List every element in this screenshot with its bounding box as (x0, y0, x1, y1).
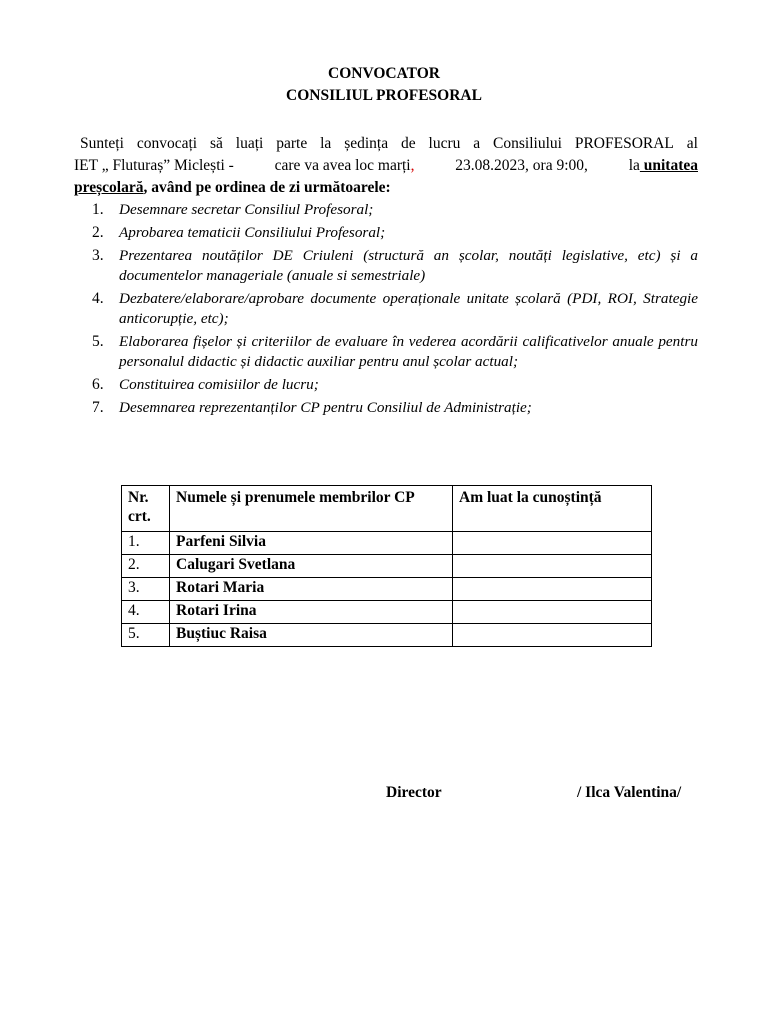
ack-cell[interactable] (453, 601, 652, 624)
row-number: 3. (122, 578, 170, 601)
agenda-item-text: Constituirea comisiilor de lucru; (119, 376, 319, 393)
red-comma: , (410, 157, 415, 174)
signature-role: Director (386, 784, 442, 801)
agenda-item (0, 398, 698, 418)
intro-word: lucru (428, 135, 461, 152)
member-name: Rotari Irina (170, 601, 453, 624)
agenda-item (0, 289, 698, 329)
row-number: 4. (122, 601, 170, 624)
intro-word: luați (235, 135, 264, 152)
intro-line-1 (74, 133, 698, 155)
agenda-item-number: 5. (92, 333, 104, 350)
agenda-item-number: 4. (92, 290, 104, 307)
agenda-item-text: Dezbatere/elaborare/aprobare documente operaționale unitate școlară (PDI, ROI, Strategie anticorupție, etc); (119, 290, 698, 327)
agenda-item-text: Desemnarea reprezentanților CP pentru Consiliul de Administrație; (119, 399, 532, 416)
member-name: Calugari Svetlana (170, 555, 453, 578)
intro-line-3 (74, 177, 698, 199)
intro-word: al (686, 135, 698, 152)
agenda-list (0, 200, 698, 421)
intro-word: parte (276, 135, 308, 152)
intro-word: PROFESORAL (574, 135, 674, 152)
intro-word: convocați (136, 135, 198, 152)
agenda-item-number: 7. (92, 399, 104, 416)
agenda-item-number: 2. (92, 224, 104, 241)
agenda-item-text: Desemnare secretar Consiliul Profesoral; (119, 201, 374, 218)
ack-cell[interactable] (453, 624, 652, 647)
column-header-name: Numele și prenumele membrilor CP (170, 486, 453, 532)
column-header-ack: Am luat la cunoștință (453, 486, 652, 532)
table-row (122, 601, 652, 624)
table-row (122, 555, 652, 578)
agenda-item (0, 332, 698, 372)
meeting-location-part1: unitatea (639, 157, 698, 174)
institution-name: IET „ Fluturaș” Miclești - (74, 157, 234, 174)
agenda-item (0, 375, 698, 395)
agenda-item-number: 1. (92, 201, 104, 218)
agenda-intro: , având pe ordinea de zi următoarele: (143, 179, 391, 196)
intro-paragraph (74, 133, 698, 199)
agenda-item (0, 200, 698, 220)
document-title: CONVOCATOR (328, 65, 440, 82)
ack-cell[interactable] (453, 578, 652, 601)
document-subtitle: CONSILIUL PROFESORAL (286, 87, 482, 104)
intro-word: de (400, 135, 416, 152)
intro-line-2 (74, 155, 698, 177)
meeting-datetime: 23.08.2023, ora 9:00, (455, 157, 588, 174)
intro-word: la (320, 135, 332, 152)
agenda-item-number: 3. (92, 247, 104, 264)
members-table (121, 485, 652, 647)
signature-name: / Ilca Valentina/ (577, 784, 682, 801)
intro-word: la (628, 157, 640, 174)
table-row (122, 532, 652, 555)
ack-cell[interactable] (453, 532, 652, 555)
agenda-item-number: 6. (92, 376, 104, 393)
intro-word: să (209, 135, 223, 152)
table-header-row (122, 486, 652, 532)
table-row (122, 624, 652, 647)
member-name: Buștiuc Raisa (170, 624, 453, 647)
intro-word: Consiliului (493, 135, 562, 152)
agenda-item-text: Elaborarea fișelor și criteriilor de evaluare în vederea acordării calificativelor anuale pentru personalul didactic și didactic auxiliar pentru anul școlar actual; (119, 333, 698, 370)
agenda-item-text: Aprobarea tematicii Consiliului Profesoral; (119, 224, 386, 241)
member-name: Rotari Maria (170, 578, 453, 601)
row-number: 1. (122, 532, 170, 555)
intro-word: a (473, 135, 481, 152)
column-header-nr: Nr. crt. (122, 486, 170, 532)
member-name: Parfeni Silvia (170, 532, 453, 555)
meeting-location-part2: preșcolară (74, 179, 144, 196)
row-number: 5. (122, 624, 170, 647)
intro-word: ședința (344, 135, 389, 152)
meeting-day: care va avea loc marți (274, 157, 411, 174)
table-row (122, 578, 652, 601)
intro-word: Sunteți (80, 135, 124, 152)
agenda-item (0, 246, 698, 286)
agenda-item (0, 223, 698, 243)
agenda-item-text: Prezentarea noutăților DE Criuleni (structură an școlar, noutăți legislative, etc) și a documentelor manageriale (anuale si semestriale) (119, 247, 698, 284)
ack-cell[interactable] (453, 555, 652, 578)
row-number: 2. (122, 555, 170, 578)
